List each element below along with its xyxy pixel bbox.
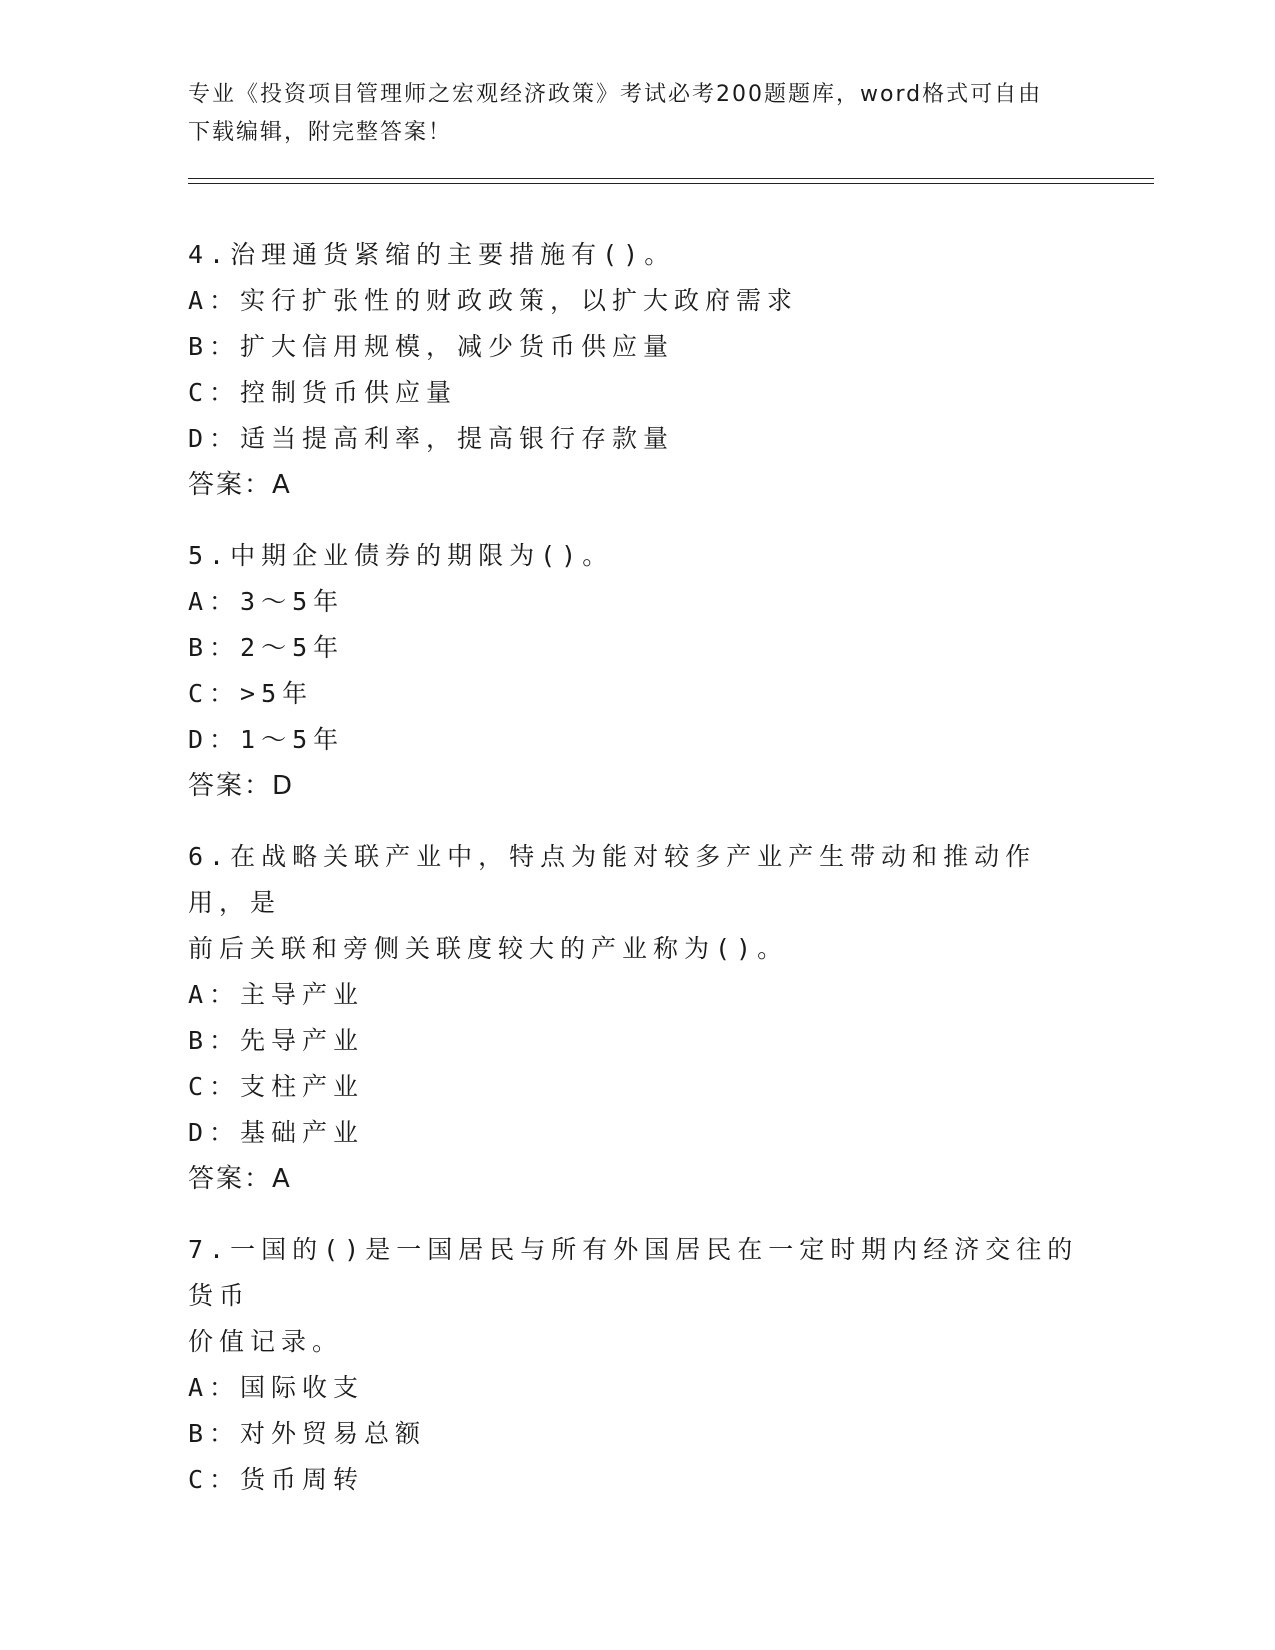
option-d: D：1～5年 xyxy=(188,725,345,754)
question-text-line-2: 价值记录。 xyxy=(188,1327,344,1356)
option-b: B：2～5年 xyxy=(188,633,345,662)
option-b: B：对外贸易总额 xyxy=(188,1419,427,1448)
question-text-line-1: 7.一国的()是一国居民与所有外国居民在一定时期内经济交往的货币 xyxy=(188,1235,1079,1310)
option-d: D：适当提高利率，提高银行存款量 xyxy=(188,424,675,453)
question-4 xyxy=(188,232,1088,508)
header-rule-bottom xyxy=(188,183,1154,184)
header-line-1: 专业《投资项目管理师之宏观经济政策》考试必考200题题库，word格式可自由 xyxy=(188,82,1043,107)
question-text-line-1: 6.在战略关联产业中，特点为能对较多产业产生带动和推动作用，是 xyxy=(188,842,1037,917)
option-c: C：>5年 xyxy=(188,679,314,708)
question-6 xyxy=(188,834,1088,1202)
question-list xyxy=(188,232,1088,1528)
option-a: A：实行扩张性的财政政策，以扩大政府需求 xyxy=(188,286,799,315)
document-header xyxy=(188,76,1088,152)
question-text: 4.治理通货紧缩的主要措施有()。 xyxy=(188,240,676,269)
header-line-2: 下载编辑，附完整答案！ xyxy=(188,120,453,145)
question-text-line-2: 前后关联和旁侧关联度较大的产业称为()。 xyxy=(188,934,789,963)
question-5 xyxy=(188,533,1088,809)
option-a: A：3～5年 xyxy=(188,587,345,616)
answer: 答案：A xyxy=(188,1164,292,1194)
option-b: B：先导产业 xyxy=(188,1026,365,1055)
option-c: C：支柱产业 xyxy=(188,1072,365,1101)
answer: 答案：D xyxy=(188,771,295,801)
option-a: A：主导产业 xyxy=(188,980,365,1009)
question-text: 5.中期企业债券的期限为()。 xyxy=(188,541,614,570)
option-d: D：基础产业 xyxy=(188,1118,365,1147)
option-a: A：国际收支 xyxy=(188,1373,365,1402)
option-c: C：控制货币供应量 xyxy=(188,378,458,407)
answer: 答案：A xyxy=(188,470,292,500)
header-rule-top xyxy=(188,178,1154,179)
question-7 xyxy=(188,1227,1088,1503)
option-c: C：货币周转 xyxy=(188,1465,365,1494)
option-b: B：扩大信用规模，减少货币供应量 xyxy=(188,332,675,361)
